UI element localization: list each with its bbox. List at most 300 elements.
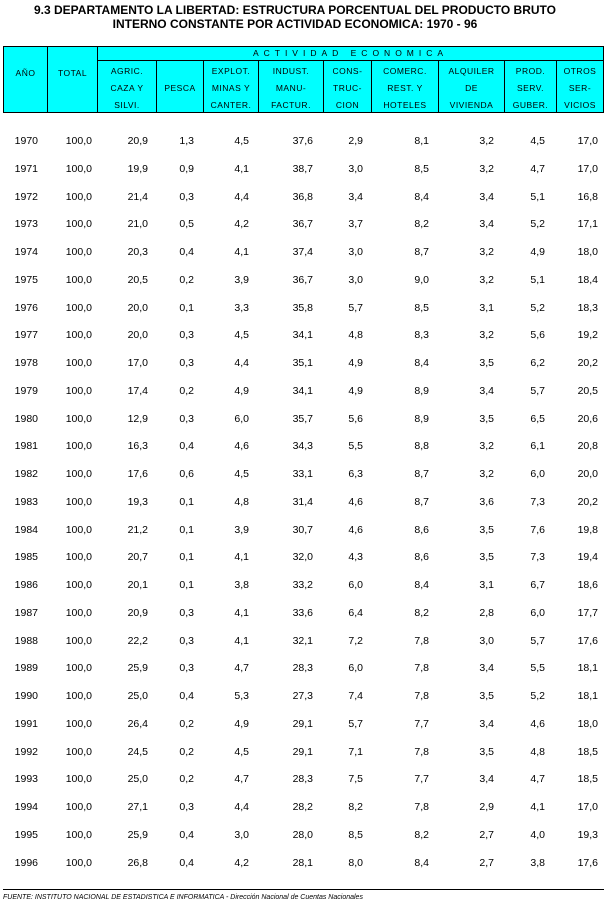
row-value-cell: 20,0 bbox=[127, 329, 148, 341]
row-value-cell: 0,3 bbox=[179, 413, 194, 425]
row-value-cell: 8,3 bbox=[414, 329, 429, 341]
table-row bbox=[0, 604, 605, 622]
row-value-cell: 17,6 bbox=[127, 468, 148, 480]
row-value-cell: 4,1 bbox=[234, 607, 249, 619]
table-header bbox=[3, 46, 604, 113]
row-value-cell: 5,5 bbox=[530, 662, 545, 674]
row-value-cell: 4,7 bbox=[234, 773, 249, 785]
row-value-cell: 28,3 bbox=[292, 662, 313, 674]
row-value-cell: 4,8 bbox=[234, 496, 249, 508]
row-value-cell: 3,0 bbox=[348, 274, 363, 286]
row-value-cell: 8,7 bbox=[414, 246, 429, 258]
row-value-cell: 7,5 bbox=[348, 773, 363, 785]
header-pesca-line-2: PESCA bbox=[164, 83, 196, 93]
row-value-cell: 8,5 bbox=[348, 829, 363, 841]
row-value-cell: 18,4 bbox=[577, 274, 598, 286]
row-value-cell: 3,4 bbox=[479, 191, 494, 203]
table-title-line-1: 9.3 DEPARTAMENTO LA LIBERTAD: ESTRUCTURA PORCENTUAL DEL PRODUCTO BRUTO bbox=[33, 3, 557, 17]
row-value-cell: 3,4 bbox=[479, 773, 494, 785]
row-value-cell: 18,1 bbox=[577, 662, 598, 674]
row-value-cell: 6,4 bbox=[348, 607, 363, 619]
row-value-cell: 0,5 bbox=[179, 218, 194, 230]
row-value-cell: 7,2 bbox=[348, 635, 363, 647]
row-value-cell: 0,2 bbox=[179, 385, 194, 397]
row-value-cell: 8,4 bbox=[414, 191, 429, 203]
row-value-cell: 18,3 bbox=[577, 302, 598, 314]
row-value-cell: 25,9 bbox=[127, 829, 148, 841]
row-value-cell: 8,5 bbox=[414, 163, 429, 175]
row-value-cell: 3,5 bbox=[479, 524, 494, 536]
row-value-cell: 100,0 bbox=[65, 635, 92, 647]
table-row bbox=[0, 798, 605, 816]
row-value-cell: 18,0 bbox=[577, 718, 598, 730]
row-value-cell: 7,8 bbox=[414, 690, 429, 702]
row-value-cell: 3,2 bbox=[479, 329, 494, 341]
row-value-cell: 4,2 bbox=[234, 218, 249, 230]
header-constr-line-2: TRUC- bbox=[333, 83, 362, 93]
row-value-cell: 33,6 bbox=[292, 607, 313, 619]
row-value-cell: 8,8 bbox=[414, 440, 429, 452]
row-value-cell: 8,2 bbox=[348, 801, 363, 813]
row-year-cell: 1976 bbox=[14, 302, 38, 314]
row-value-cell: 35,1 bbox=[292, 357, 313, 369]
row-value-cell: 6,2 bbox=[530, 357, 545, 369]
row-value-cell: 34,1 bbox=[292, 329, 313, 341]
row-year-cell: 1993 bbox=[14, 773, 38, 785]
row-value-cell: 4,7 bbox=[234, 662, 249, 674]
row-value-cell: 5,7 bbox=[348, 302, 363, 314]
row-value-cell: 7,7 bbox=[414, 773, 429, 785]
row-value-cell: 5,3 bbox=[234, 690, 249, 702]
row-value-cell: 7,3 bbox=[530, 496, 545, 508]
row-value-cell: 6,0 bbox=[530, 468, 545, 480]
row-value-cell: 18,0 bbox=[577, 246, 598, 258]
row-value-cell: 3,2 bbox=[479, 274, 494, 286]
row-value-cell: 18,5 bbox=[577, 746, 598, 758]
table-row bbox=[0, 521, 605, 539]
row-value-cell: 4,0 bbox=[530, 829, 545, 841]
header-alquiler-line-1: ALQUILER bbox=[448, 66, 495, 76]
row-value-cell: 29,1 bbox=[292, 718, 313, 730]
row-value-cell: 8,5 bbox=[414, 302, 429, 314]
table-row bbox=[0, 437, 605, 455]
row-value-cell: 3,5 bbox=[479, 357, 494, 369]
row-value-cell: 100,0 bbox=[65, 468, 92, 480]
row-value-cell: 7,1 bbox=[348, 746, 363, 758]
row-value-cell: 18,5 bbox=[577, 773, 598, 785]
row-value-cell: 18,6 bbox=[577, 579, 598, 591]
row-value-cell: 100,0 bbox=[65, 218, 92, 230]
header-total: TOTAL bbox=[57, 68, 88, 78]
row-value-cell: 4,7 bbox=[530, 163, 545, 175]
row-value-cell: 100,0 bbox=[65, 524, 92, 536]
table-row bbox=[0, 715, 605, 733]
row-value-cell: 37,6 bbox=[292, 135, 313, 147]
header-explot-line-2: MINAS Y bbox=[211, 83, 251, 93]
row-value-cell: 5,1 bbox=[530, 191, 545, 203]
row-value-cell: 100,0 bbox=[65, 329, 92, 341]
header-agric-line-3: SILVI. bbox=[114, 100, 140, 110]
row-value-cell: 3,4 bbox=[479, 218, 494, 230]
row-value-cell: 3,1 bbox=[479, 302, 494, 314]
row-value-cell: 16,3 bbox=[127, 440, 148, 452]
row-value-cell: 0,1 bbox=[179, 302, 194, 314]
row-value-cell: 6,0 bbox=[348, 662, 363, 674]
row-value-cell: 28,2 bbox=[292, 801, 313, 813]
row-value-cell: 7,6 bbox=[530, 524, 545, 536]
row-value-cell: 0,6 bbox=[179, 468, 194, 480]
row-value-cell: 20,0 bbox=[577, 468, 598, 480]
row-value-cell: 100,0 bbox=[65, 746, 92, 758]
row-value-cell: 0,3 bbox=[179, 329, 194, 341]
header-agric-line-2: CAZA Y bbox=[110, 83, 144, 93]
header-indust-line-3: FACTUR. bbox=[271, 100, 311, 110]
row-value-cell: 28,0 bbox=[292, 829, 313, 841]
row-value-cell: 3,5 bbox=[479, 413, 494, 425]
row-value-cell: 8,2 bbox=[414, 218, 429, 230]
row-value-cell: 4,5 bbox=[234, 746, 249, 758]
row-value-cell: 20,5 bbox=[127, 274, 148, 286]
table-row bbox=[0, 160, 605, 178]
row-year-cell: 1995 bbox=[14, 829, 38, 841]
row-value-cell: 5,7 bbox=[348, 718, 363, 730]
row-value-cell: 8,2 bbox=[414, 829, 429, 841]
row-value-cell: 0,2 bbox=[179, 746, 194, 758]
row-value-cell: 7,3 bbox=[530, 551, 545, 563]
row-value-cell: 32,1 bbox=[292, 635, 313, 647]
row-year-cell: 1971 bbox=[14, 163, 38, 175]
row-value-cell: 0,2 bbox=[179, 718, 194, 730]
row-value-cell: 100,0 bbox=[65, 163, 92, 175]
row-value-cell: 20,2 bbox=[577, 496, 598, 508]
header-constr-line-3: CION bbox=[335, 100, 360, 110]
header-comerc-line-2: REST. Y bbox=[387, 83, 423, 93]
row-value-cell: 3,8 bbox=[234, 579, 249, 591]
table-row bbox=[0, 271, 605, 289]
row-value-cell: 25,9 bbox=[127, 662, 148, 674]
row-value-cell: 5,5 bbox=[348, 440, 363, 452]
row-value-cell: 4,7 bbox=[530, 773, 545, 785]
row-value-cell: 4,1 bbox=[234, 635, 249, 647]
row-value-cell: 2,8 bbox=[479, 607, 494, 619]
header-otros-line-1: OTROS bbox=[563, 66, 597, 76]
header-comerc-line-3: HOTELES bbox=[383, 100, 427, 110]
row-value-cell: 3,9 bbox=[234, 274, 249, 286]
row-value-cell: 26,8 bbox=[127, 857, 148, 869]
table-row bbox=[0, 410, 605, 428]
header-otros-line-3: VICIOS bbox=[564, 100, 596, 110]
row-value-cell: 19,3 bbox=[127, 496, 148, 508]
row-value-cell: 100,0 bbox=[65, 274, 92, 286]
row-year-cell: 1992 bbox=[14, 746, 38, 758]
row-value-cell: 3,5 bbox=[479, 746, 494, 758]
row-value-cell: 35,8 bbox=[292, 302, 313, 314]
source-note: FUENTE: INSTITUTO NACIONAL DE ESTADISTICA E INFORMATICA - Dirección Nacional de Cuentas Nacionales bbox=[3, 894, 363, 901]
row-value-cell: 4,5 bbox=[234, 135, 249, 147]
table-row bbox=[0, 826, 605, 844]
row-value-cell: 7,8 bbox=[414, 662, 429, 674]
row-value-cell: 27,3 bbox=[292, 690, 313, 702]
row-value-cell: 8,2 bbox=[414, 607, 429, 619]
table-row bbox=[0, 382, 605, 400]
row-value-cell: 32,0 bbox=[292, 551, 313, 563]
row-value-cell: 5,7 bbox=[530, 385, 545, 397]
table-row bbox=[0, 687, 605, 705]
row-value-cell: 16,8 bbox=[577, 191, 598, 203]
row-value-cell: 4,9 bbox=[530, 246, 545, 258]
row-value-cell: 0,4 bbox=[179, 829, 194, 841]
row-value-cell: 5,6 bbox=[348, 413, 363, 425]
row-value-cell: 17,7 bbox=[577, 607, 598, 619]
row-value-cell: 3,4 bbox=[348, 191, 363, 203]
row-value-cell: 20,0 bbox=[127, 302, 148, 314]
row-value-cell: 28,1 bbox=[292, 857, 313, 869]
row-value-cell: 29,1 bbox=[292, 746, 313, 758]
row-value-cell: 4,1 bbox=[234, 163, 249, 175]
row-value-cell: 4,4 bbox=[234, 191, 249, 203]
row-value-cell: 0,3 bbox=[179, 662, 194, 674]
row-value-cell: 4,6 bbox=[530, 718, 545, 730]
table-row bbox=[0, 493, 605, 511]
row-value-cell: 100,0 bbox=[65, 246, 92, 258]
header-constr-line-1: CONS- bbox=[332, 66, 363, 76]
row-value-cell: 0,4 bbox=[179, 440, 194, 452]
table-row bbox=[0, 548, 605, 566]
row-value-cell: 3,0 bbox=[234, 829, 249, 841]
row-year-cell: 1990 bbox=[14, 690, 38, 702]
row-value-cell: 6,3 bbox=[348, 468, 363, 480]
row-value-cell: 100,0 bbox=[65, 135, 92, 147]
row-year-cell: 1984 bbox=[14, 524, 38, 536]
row-value-cell: 3,0 bbox=[348, 246, 363, 258]
row-value-cell: 3,5 bbox=[479, 690, 494, 702]
row-year-cell: 1994 bbox=[14, 801, 38, 813]
table-row bbox=[0, 326, 605, 344]
row-value-cell: 20,2 bbox=[577, 357, 598, 369]
table-title-line-2: INTERNO CONSTANTE POR ACTIVIDAD ECONOMICA: 1970 - 96 bbox=[112, 17, 478, 31]
row-value-cell: 7,8 bbox=[414, 801, 429, 813]
row-value-cell: 3,5 bbox=[479, 551, 494, 563]
header-comerc-line-1: COMERC. bbox=[383, 66, 427, 76]
row-value-cell: 3,2 bbox=[479, 468, 494, 480]
row-value-cell: 0,1 bbox=[179, 551, 194, 563]
row-value-cell: 6,0 bbox=[348, 579, 363, 591]
row-value-cell: 8,4 bbox=[414, 579, 429, 591]
row-value-cell: 20,1 bbox=[127, 579, 148, 591]
row-value-cell: 17,4 bbox=[127, 385, 148, 397]
row-value-cell: 100,0 bbox=[65, 357, 92, 369]
row-value-cell: 8,7 bbox=[414, 468, 429, 480]
row-value-cell: 6,7 bbox=[530, 579, 545, 591]
row-value-cell: 4,5 bbox=[234, 468, 249, 480]
row-value-cell: 0,1 bbox=[179, 579, 194, 591]
row-value-cell: 0,9 bbox=[179, 163, 194, 175]
row-value-cell: 3,6 bbox=[479, 496, 494, 508]
row-value-cell: 3,1 bbox=[479, 579, 494, 591]
row-value-cell: 2,9 bbox=[479, 801, 494, 813]
row-value-cell: 4,6 bbox=[234, 440, 249, 452]
row-value-cell: 22,2 bbox=[127, 635, 148, 647]
table-row bbox=[0, 659, 605, 677]
table-row bbox=[0, 770, 605, 788]
row-value-cell: 4,5 bbox=[234, 329, 249, 341]
row-value-cell: 17,6 bbox=[577, 857, 598, 869]
row-value-cell: 19,4 bbox=[577, 551, 598, 563]
row-year-cell: 1986 bbox=[14, 579, 38, 591]
row-value-cell: 25,0 bbox=[127, 773, 148, 785]
row-year-cell: 1978 bbox=[14, 357, 38, 369]
row-year-cell: 1980 bbox=[14, 413, 38, 425]
row-value-cell: 3,3 bbox=[234, 302, 249, 314]
row-value-cell: 21,4 bbox=[127, 191, 148, 203]
row-value-cell: 36,8 bbox=[292, 191, 313, 203]
row-value-cell: 8,1 bbox=[414, 135, 429, 147]
row-value-cell: 0,4 bbox=[179, 690, 194, 702]
row-value-cell: 0,1 bbox=[179, 496, 194, 508]
row-value-cell: 100,0 bbox=[65, 302, 92, 314]
row-value-cell: 3,8 bbox=[530, 857, 545, 869]
row-value-cell: 100,0 bbox=[65, 440, 92, 452]
row-value-cell: 37,4 bbox=[292, 246, 313, 258]
table-row bbox=[0, 632, 605, 650]
row-value-cell: 9,0 bbox=[414, 274, 429, 286]
row-value-cell: 4,6 bbox=[348, 524, 363, 536]
header-alquiler-line-2: DE bbox=[465, 83, 478, 93]
row-year-cell: 1996 bbox=[14, 857, 38, 869]
row-value-cell: 3,2 bbox=[479, 246, 494, 258]
table-row bbox=[0, 354, 605, 372]
header-activity-group: ACTIVIDAD ECONOMICA bbox=[252, 48, 449, 58]
row-value-cell: 3,4 bbox=[479, 718, 494, 730]
row-value-cell: 100,0 bbox=[65, 690, 92, 702]
header-indust-line-1: INDUST. bbox=[272, 66, 310, 76]
row-value-cell: 4,1 bbox=[234, 551, 249, 563]
table-row bbox=[0, 299, 605, 317]
row-year-cell: 1991 bbox=[14, 718, 38, 730]
row-year-cell: 1989 bbox=[14, 662, 38, 674]
row-value-cell: 100,0 bbox=[65, 607, 92, 619]
row-value-cell: 4,8 bbox=[348, 329, 363, 341]
row-value-cell: 3,0 bbox=[348, 163, 363, 175]
row-value-cell: 6,0 bbox=[234, 413, 249, 425]
row-value-cell: 8,0 bbox=[348, 857, 363, 869]
row-value-cell: 0,2 bbox=[179, 773, 194, 785]
row-value-cell: 5,2 bbox=[530, 218, 545, 230]
row-value-cell: 34,3 bbox=[292, 440, 313, 452]
row-value-cell: 5,2 bbox=[530, 690, 545, 702]
row-value-cell: 17,1 bbox=[577, 218, 598, 230]
header-explot-line-1: EXPLOT. bbox=[211, 66, 251, 76]
header-prod-line-3: GUBER. bbox=[512, 100, 549, 110]
row-value-cell: 100,0 bbox=[65, 857, 92, 869]
row-value-cell: 7,4 bbox=[348, 690, 363, 702]
row-value-cell: 4,6 bbox=[348, 496, 363, 508]
row-value-cell: 30,7 bbox=[292, 524, 313, 536]
row-value-cell: 0,4 bbox=[179, 246, 194, 258]
row-value-cell: 0,2 bbox=[179, 274, 194, 286]
row-year-cell: 1972 bbox=[14, 191, 38, 203]
row-value-cell: 25,0 bbox=[127, 690, 148, 702]
row-value-cell: 6,1 bbox=[530, 440, 545, 452]
row-value-cell: 0,3 bbox=[179, 635, 194, 647]
header-prod-line-1: PROD. bbox=[515, 66, 546, 76]
header-year: AÑO bbox=[15, 68, 36, 78]
row-value-cell: 8,6 bbox=[414, 524, 429, 536]
row-value-cell: 3,4 bbox=[479, 662, 494, 674]
row-value-cell: 17,0 bbox=[577, 163, 598, 175]
row-value-cell: 7,8 bbox=[414, 635, 429, 647]
row-value-cell: 19,2 bbox=[577, 329, 598, 341]
row-value-cell: 8,9 bbox=[414, 413, 429, 425]
row-value-cell: 2,9 bbox=[348, 135, 363, 147]
row-value-cell: 19,8 bbox=[577, 524, 598, 536]
row-value-cell: 3,9 bbox=[234, 524, 249, 536]
row-value-cell: 7,8 bbox=[414, 746, 429, 758]
row-value-cell: 17,0 bbox=[577, 135, 598, 147]
row-value-cell: 33,1 bbox=[292, 468, 313, 480]
row-value-cell: 4,5 bbox=[530, 135, 545, 147]
row-value-cell: 100,0 bbox=[65, 551, 92, 563]
row-value-cell: 12,9 bbox=[127, 413, 148, 425]
row-value-cell: 4,4 bbox=[234, 357, 249, 369]
row-year-cell: 1987 bbox=[14, 607, 38, 619]
row-value-cell: 20,6 bbox=[577, 413, 598, 425]
row-value-cell: 3,0 bbox=[479, 635, 494, 647]
row-value-cell: 5,2 bbox=[530, 302, 545, 314]
row-value-cell: 100,0 bbox=[65, 413, 92, 425]
row-value-cell: 36,7 bbox=[292, 274, 313, 286]
row-value-cell: 20,8 bbox=[577, 440, 598, 452]
row-value-cell: 2,7 bbox=[479, 829, 494, 841]
row-value-cell: 20,3 bbox=[127, 246, 148, 258]
row-value-cell: 0,3 bbox=[179, 801, 194, 813]
row-value-cell: 24,5 bbox=[127, 746, 148, 758]
row-year-cell: 1983 bbox=[14, 496, 38, 508]
header-otros-line-2: SER- bbox=[568, 83, 592, 93]
row-year-cell: 1977 bbox=[14, 329, 38, 341]
row-value-cell: 8,9 bbox=[414, 385, 429, 397]
table-row bbox=[0, 132, 605, 150]
row-value-cell: 20,9 bbox=[127, 135, 148, 147]
row-year-cell: 1981 bbox=[14, 440, 38, 452]
row-value-cell: 100,0 bbox=[65, 579, 92, 591]
row-value-cell: 5,1 bbox=[530, 274, 545, 286]
table-row bbox=[0, 576, 605, 594]
row-year-cell: 1974 bbox=[14, 246, 38, 258]
row-value-cell: 100,0 bbox=[65, 385, 92, 397]
row-value-cell: 20,5 bbox=[577, 385, 598, 397]
row-value-cell: 100,0 bbox=[65, 496, 92, 508]
row-value-cell: 4,1 bbox=[234, 246, 249, 258]
header-indust-line-2: MANU- bbox=[275, 83, 307, 93]
row-value-cell: 28,3 bbox=[292, 773, 313, 785]
header-alquiler-line-3: VIVIENDA bbox=[449, 100, 494, 110]
row-value-cell: 4,9 bbox=[234, 718, 249, 730]
row-value-cell: 0,1 bbox=[179, 524, 194, 536]
row-value-cell: 4,9 bbox=[348, 357, 363, 369]
row-value-cell: 100,0 bbox=[65, 801, 92, 813]
row-year-cell: 1970 bbox=[14, 135, 38, 147]
table-row bbox=[0, 188, 605, 206]
row-value-cell: 8,4 bbox=[414, 857, 429, 869]
row-value-cell: 36,7 bbox=[292, 218, 313, 230]
row-value-cell: 100,0 bbox=[65, 191, 92, 203]
row-value-cell: 4,8 bbox=[530, 746, 545, 758]
row-value-cell: 17,0 bbox=[577, 801, 598, 813]
row-value-cell: 18,1 bbox=[577, 690, 598, 702]
row-value-cell: 100,0 bbox=[65, 829, 92, 841]
row-value-cell: 100,0 bbox=[65, 718, 92, 730]
